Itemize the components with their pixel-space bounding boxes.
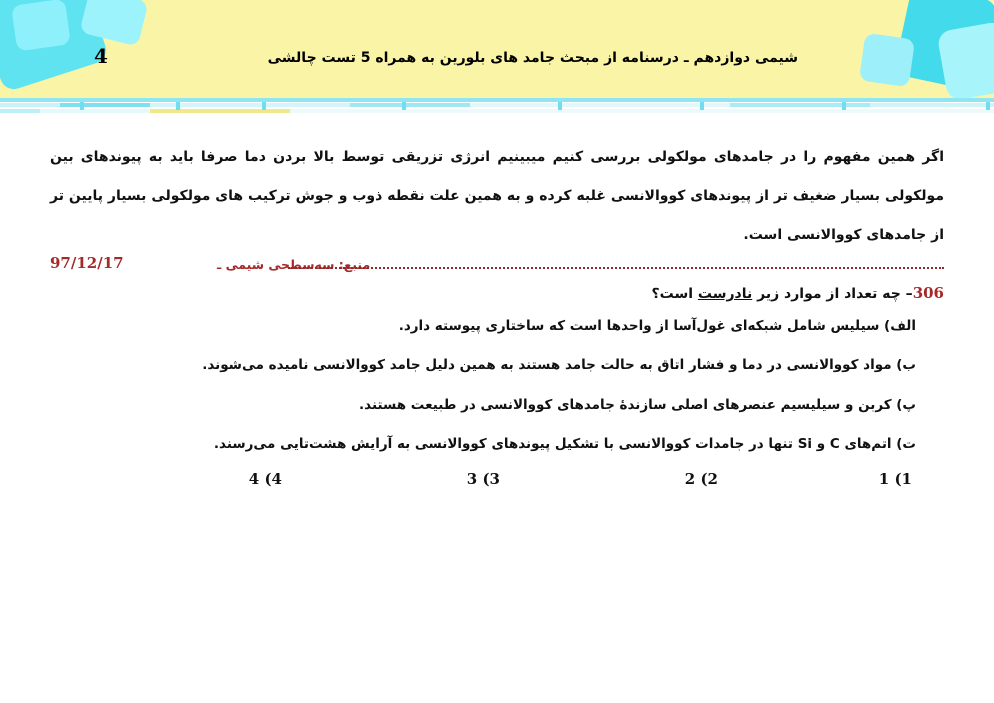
decor-shape: [11, 0, 71, 52]
option-4[interactable]: 4 (4: [248, 470, 282, 488]
statement-b: ب) مواد کووالانسی در دما و فشار اتاق به حالت جامد هستند به همین دلیل جامد کووالانسی نامیده می‌شوند.: [202, 357, 916, 373]
page-header: [0, 0, 994, 100]
decor-shape: [859, 33, 915, 87]
option-3[interactable]: 3 (3: [466, 470, 500, 488]
source-date: 97/12/17: [50, 254, 124, 272]
question-keyword: نادرست: [697, 286, 753, 302]
dotted-divider: [288, 267, 944, 269]
statement-d: ت) اتم‌های C و Si تنها در جامدات کووالانسی با تشکیل پیوندهای کووالانسی به آرایش هشت‌تایی می‌رسند.: [213, 436, 916, 452]
question-number: 306: [912, 284, 944, 302]
question-stem: [652, 284, 945, 302]
option-2[interactable]: 2 (2: [684, 470, 718, 488]
source-label: منبع: سه‌سطحی شیمی ـ: [217, 257, 371, 272]
question-prefix: – چه تعداد از موارد زیر: [757, 286, 913, 302]
statement-a: الف) سیلیس شامل شبکه‌ای غول‌آسا از واحدها است که ساختاری پیوسته دارد.: [398, 318, 916, 334]
header-decor-band: [0, 98, 994, 120]
explanation-paragraph: اگر همین مفهوم را در جامدهای مولکولی بررسی کنیم میبینیم انرژی تزریقی توسط بالا بردن دما صرفا باید به پیوندهای بین مولکولی بسیار ضغیف تر از پیوندهای کووالانسی غلبه کرده و به همین علت نقطه ذوب و جوش ترکیب های مولکولی بسیار پایین تر از جامدهای کووالانسی است.: [50, 149, 944, 243]
statement-c: پ) کربن و سیلیسیم عنصرهای اصلی سازندۀ جامدهای کووالانسی در طبیعت هستند.: [359, 397, 916, 413]
header-title: شیمی دوازدهم ـ درسنامه از مبحث جامد های بلورین به همراه 5 تست چالشی: [267, 50, 798, 66]
decor-shape: [936, 21, 994, 100]
answer-options: [240, 470, 912, 492]
question-suffix: است؟: [651, 286, 694, 302]
page-number: 4: [94, 44, 108, 68]
option-1[interactable]: 1 (1: [878, 470, 912, 488]
source-line: [50, 254, 944, 276]
